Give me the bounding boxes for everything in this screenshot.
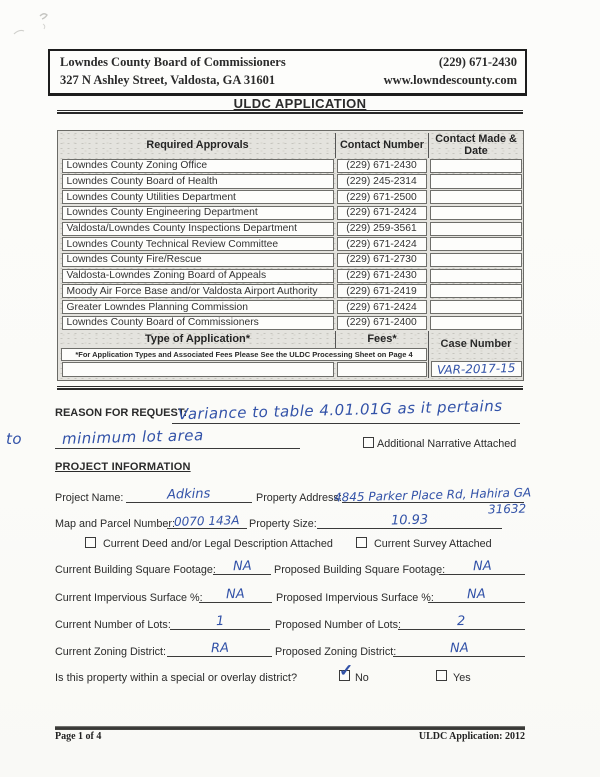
reason-handwritten-line1: Variance to table 4.01.01G as it pertains xyxy=(177,396,503,424)
fees-header: Fees* xyxy=(335,331,428,348)
approval-name-cell: Lowndes County Engineering Department xyxy=(60,205,335,221)
additional-narrative-checkbox xyxy=(363,437,374,448)
contact-made-cell xyxy=(428,158,523,174)
check-icon: ✓ xyxy=(339,661,354,680)
title-divider xyxy=(57,110,523,114)
map-parcel-label: Map and Parcel Number: xyxy=(55,518,176,530)
approval-phone-cell: (229) 671-2430 xyxy=(335,268,428,284)
additional-narrative-label: Additional Narrative Attached xyxy=(377,438,517,450)
current-building-sqft-handwritten: NA xyxy=(232,558,252,575)
org-address: 327 N Ashley Street, Valdosta, GA 31601 xyxy=(60,72,276,87)
approval-phone-cell: (229) 671-2400 xyxy=(335,315,428,331)
contact-made-cell xyxy=(428,299,523,315)
type-of-application-input-cell xyxy=(60,361,335,378)
approval-name-cell: Greater Lowndes Planning Commission xyxy=(60,299,335,315)
overlay-yes-label: Yes xyxy=(453,672,471,684)
approval-phone-cell: (229) 671-2430 xyxy=(335,158,428,174)
approval-phone-cell: (229) 671-2500 xyxy=(335,189,428,205)
proposed-impervious-handwritten: NA xyxy=(466,586,487,603)
proposed-impervious-label: Proposed Impervious Surface %: xyxy=(276,592,434,604)
current-lots-field xyxy=(170,610,270,630)
approval-phone-cell: (229) 671-2424 xyxy=(335,299,428,315)
case-number-cell xyxy=(428,331,523,378)
project-information-heading: PROJECT INFORMATION xyxy=(55,461,191,473)
contact-made-cell xyxy=(428,268,523,284)
reason-for-request-label: REASON FOR REQUEST: xyxy=(55,407,188,419)
current-impervious-field xyxy=(199,583,272,603)
contact-made-cell xyxy=(428,236,523,252)
section-divider xyxy=(57,386,523,390)
contact-made-cell xyxy=(428,252,523,268)
proposed-zoning-field xyxy=(393,637,525,657)
column-header-required-approvals: Required Approvals xyxy=(146,138,249,151)
current-building-sqft-label: Current Building Square Footage: xyxy=(55,564,216,576)
current-impervious-label: Current Impervious Surface %: xyxy=(55,592,203,604)
footer-divider xyxy=(55,726,525,730)
contact-made-cell xyxy=(428,174,523,190)
contact-made-cell xyxy=(428,189,523,205)
proposed-building-sqft-handwritten: NA xyxy=(472,558,492,575)
proposed-building-sqft-label: Proposed Building Square Footage: xyxy=(274,564,446,576)
approval-phone-cell: (229) 671-2730 xyxy=(335,252,428,268)
property-address-zip-handwritten: 31632 xyxy=(487,501,527,517)
scan-smudge-mark xyxy=(10,8,70,44)
proposed-building-sqft-field xyxy=(439,555,525,575)
project-name-field xyxy=(126,483,252,503)
property-address-handwritten-value: 4845 Parker Place Rd, Hahira GA xyxy=(334,485,532,505)
org-website: www.lowndescounty.com xyxy=(383,72,517,87)
map-parcel-handwritten-value: 0070 143A xyxy=(174,513,240,529)
document-title: ULDC APPLICATION xyxy=(233,96,367,111)
org-name: Lowndes County Board of Commissioners xyxy=(60,55,286,69)
approval-name-cell: Lowndes County Utilities Department xyxy=(60,189,335,205)
type-of-application-header: Type of Application* xyxy=(144,333,251,346)
approval-name-cell: Lowndes County Board of Commissioners xyxy=(60,315,335,331)
type-of-application-value-box xyxy=(62,362,334,377)
survey-attached-label: Current Survey Attached xyxy=(374,538,492,550)
property-size-label: Property Size: xyxy=(249,518,317,530)
reason-handwritten-line2-lead: to xyxy=(6,430,23,448)
approvals-table xyxy=(60,133,521,331)
approval-phone-cell: (229) 671-2424 xyxy=(335,205,428,221)
column-header-contact-number: Contact Number xyxy=(335,133,428,158)
map-parcel-field xyxy=(167,509,247,529)
property-address-label: Property Address: xyxy=(256,492,342,504)
current-impervious-handwritten: NA xyxy=(225,586,246,603)
case-number-value-box xyxy=(431,361,522,377)
overlay-no-label: No xyxy=(355,672,369,684)
org-phone: (229) 671-2430 xyxy=(438,55,517,69)
column-header-contact-made-date: Contact Made & Date xyxy=(428,133,523,158)
approval-name-cell: Lowndes County Fire/Rescue xyxy=(60,252,335,268)
reason-handwritten-line2: minimum lot area xyxy=(61,426,204,448)
current-building-sqft-field xyxy=(213,555,271,575)
approvals-table-container xyxy=(57,130,524,381)
page-number: Page 1 of 4 xyxy=(55,731,102,742)
approval-name-cell: Valdosta/Lowndes County Inspections Department xyxy=(60,221,335,237)
property-size-field xyxy=(317,509,502,529)
contact-made-cell xyxy=(428,221,523,237)
survey-attached-checkbox xyxy=(356,537,367,548)
proposed-zoning-label: Proposed Zoning District: xyxy=(275,646,397,658)
approval-phone-cell: (229) 259-3561 xyxy=(335,221,428,237)
fees-footnote: *For Application Types and Associated Fees Please See the ULDC Processing Sheet on Page 4 xyxy=(61,348,427,361)
letterhead-right xyxy=(384,54,517,89)
contact-made-cell xyxy=(428,315,523,331)
approval-name-cell: Lowndes County Technical Review Committee xyxy=(60,236,335,252)
property-address-field xyxy=(334,483,532,505)
case-number-handwritten-value: VAR-2017-15 xyxy=(436,360,516,377)
current-zoning-handwritten: RA xyxy=(210,640,229,657)
approval-phone-cell: (229) 245-2314 xyxy=(335,174,428,190)
approval-name-cell: Lowndes County Board of Health xyxy=(60,174,335,190)
proposed-impervious-field xyxy=(428,583,525,603)
approval-name-cell: Lowndes County Zoning Office xyxy=(60,158,335,174)
proposed-lots-handwritten: 2 xyxy=(457,613,466,630)
project-name-label: Project Name: xyxy=(55,492,124,504)
proposed-zoning-handwritten: NA xyxy=(449,640,469,657)
letterhead-left xyxy=(60,54,286,89)
overlay-no-checkbox xyxy=(339,661,354,681)
overlay-district-question: Is this property within a special or overlay district? xyxy=(55,672,298,684)
deed-attached-checkbox xyxy=(85,537,96,548)
contact-made-cell xyxy=(428,284,523,300)
current-lots-label: Current Number of Lots: xyxy=(55,619,171,631)
approval-name-cell: Valdosta-Lowndes Zoning Board of Appeals xyxy=(60,268,335,284)
proposed-lots-label: Proposed Number of Lots: xyxy=(275,619,402,631)
property-size-handwritten-value: 10.93 xyxy=(390,512,429,529)
project-name-handwritten-value: Adkins xyxy=(167,486,211,503)
approval-name-cell: Moody Air Force Base and/or Valdosta Airport Authority xyxy=(60,284,335,300)
letterhead xyxy=(48,49,527,96)
case-number-header: Case Number xyxy=(440,337,512,350)
current-zoning-label: Current Zoning District: xyxy=(55,646,167,658)
fees-value-box xyxy=(337,362,427,377)
footer-document-version: ULDC Application: 2012 xyxy=(418,731,525,742)
proposed-lots-field xyxy=(398,610,525,630)
current-lots-handwritten: 1 xyxy=(215,613,225,630)
current-zoning-field xyxy=(167,637,272,657)
contact-made-cell xyxy=(428,205,523,221)
application-type-section xyxy=(60,331,521,378)
fees-input-cell xyxy=(335,361,428,378)
approval-phone-cell: (229) 671-2419 xyxy=(335,284,428,300)
deed-attached-label: Current Deed and/or Legal Description Attached xyxy=(103,538,333,550)
approval-phone-cell: (229) 671-2424 xyxy=(335,236,428,252)
overlay-yes-checkbox xyxy=(436,670,447,681)
